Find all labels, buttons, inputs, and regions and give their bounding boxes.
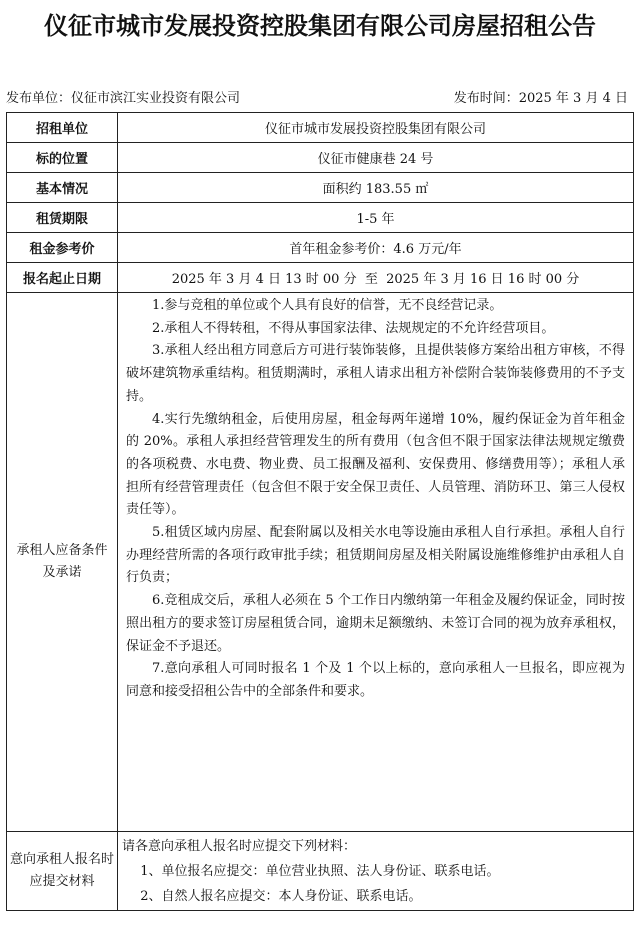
publish-time-line — [454, 87, 628, 106]
publisher-line — [6, 87, 240, 106]
materials-cell — [118, 832, 634, 911]
publisher-label: 发布单位： — [6, 91, 72, 106]
table-row — [7, 832, 634, 911]
condition-item: 7.意向承租人可同时报名 1 个及 1 个以上标的，意向承租人一旦报名，即应视为同意和接受招租公告中的全部条件和要求。 — [126, 661, 625, 699]
publisher-name: 仪征市滨江实业投资有限公司 — [71, 91, 241, 106]
materials-list — [118, 832, 633, 909]
row-label-materials — [7, 832, 118, 911]
table-row — [7, 143, 634, 173]
materials-intro: 请各意向承租人报名时应提交下列材料： — [122, 839, 357, 854]
row-value-rent-reference: 首年租金参考价：4.6 万元/年 — [118, 233, 634, 263]
publish-time-label: 发布时间： — [453, 91, 519, 106]
material-item: 1、单位报名应提交：单位营业执照、法人身份证、联系电话。 — [140, 864, 500, 879]
notice-table — [6, 112, 634, 911]
row-label-rent-reference: 租金参考价 — [7, 233, 118, 263]
table-row — [7, 173, 634, 203]
condition-item: 3.承租人经出租方同意后方可进行装饰装修，且提供装修方案给出租方审核，不得破坏建筑物承重结构。租赁期满时，承租人请求出租方补偿附合装饰装修费用的不予支持。 — [126, 343, 625, 404]
conditions-cell — [118, 293, 634, 832]
conditions-label-line1: 承租人应备条件 — [16, 543, 108, 558]
conditions-list — [118, 293, 633, 704]
table-row — [7, 263, 634, 293]
condition-item: 2.承租人不得转租，不得从事国家法律、法规规定的不允许经营项目。 — [152, 320, 555, 336]
condition-item: 5.租赁区域内房屋、配套附属以及相关水电等设施由承租人自行承担。承租人自行办理经营所需的各项行政审批手续；租赁期间房屋及相关附属设施维修维护由承租人自行负责； — [126, 525, 625, 586]
row-label-location: 标的位置 — [7, 143, 118, 173]
condition-item: 1.参与竞租的单位或个人具有良好的信誉，无不良经营记录。 — [152, 298, 503, 313]
row-label-conditions — [7, 293, 118, 832]
row-label-basic-info: 基本情况 — [7, 173, 118, 203]
table-row — [7, 113, 634, 143]
conditions-label-line2: 及承诺 — [42, 565, 82, 580]
table-row — [7, 293, 634, 832]
table-row — [7, 203, 634, 233]
row-label-lease-term: 租赁期限 — [7, 203, 118, 233]
row-value-lessor: 仪征市城市发展投资控股集团有限公司 — [118, 113, 634, 143]
publish-time-value: 2025 年 3 月 4 日 — [518, 91, 628, 106]
row-label-lessor: 招租单位 — [7, 113, 118, 143]
materials-label-line2: 应提交材料 — [29, 874, 95, 889]
page-title: 仪征市城市发展投资控股集团有限公司房屋招租公告 — [44, 12, 596, 40]
row-label-registration-period: 报名起止日期 — [7, 263, 118, 293]
materials-label-line1: 意向承租人报名时 — [9, 852, 114, 867]
row-value-basic-info: 面积约 183.55 ㎡ — [118, 173, 634, 203]
condition-item: 4.实行先缴纳租金，后使用房屋，租金每两年递增 10%，履约保证金为首年租金的 20%。承租人承担经营管理发生的所有费用（包含但不限于国家法律法规规定缴费的各项税费、水电费、物业费、员工报酬及福利、安保费用、修缮费用等）；承租人承担所有经营管理责任（包含但不限于安全保卫责任、人员管理、消防环卫、第三人侵权责任等）。 — [126, 411, 625, 518]
table-row — [7, 233, 634, 263]
row-value-lease-term: 1-5 年 — [118, 203, 634, 233]
row-value-location: 仪征市健康巷 24 号 — [118, 143, 634, 173]
condition-item: 6.竞租成交后，承租人必须在 5 个工作日内缴纳第一年租金及履约保证金，同时按照出租方的要求签订房屋租赁合同，逾期未足额缴纳、未签订合同的视为放弃承租权，保证金不予退还。 — [126, 593, 625, 654]
row-value-registration-period: 2025 年 3 月 4 日 13 时 00 分 至 2025 年 3 月 16 日 16 时 00 分 — [118, 263, 634, 293]
material-item: 2、自然人报名应提交：本人身份证、联系电话。 — [140, 889, 422, 904]
